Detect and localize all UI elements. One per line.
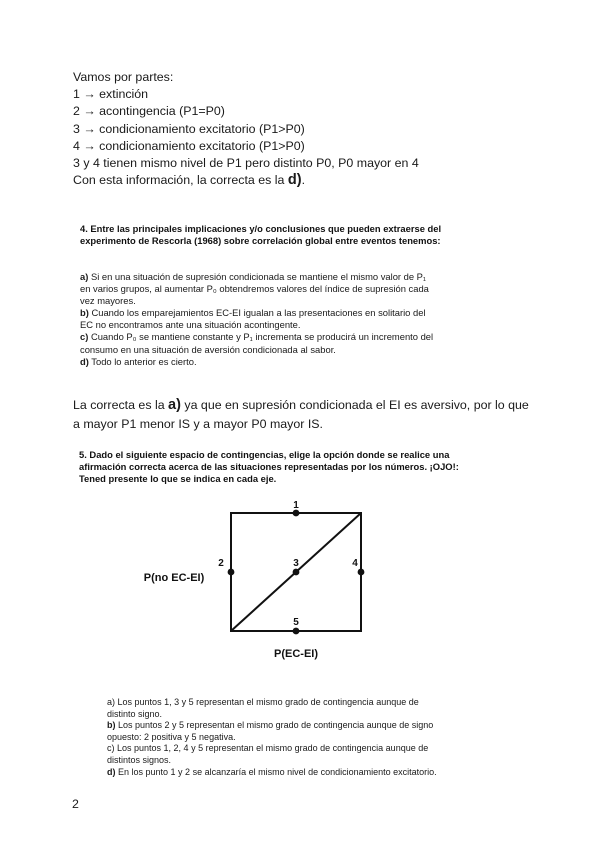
option-line: distintos signos. bbox=[107, 754, 172, 765]
contingency-space-diagram bbox=[120, 495, 380, 665]
point-2-label: 2 bbox=[218, 558, 224, 569]
option-line: a) Si en una situación de supresión condicionada se mantiene el mismo valor de P₁ bbox=[80, 271, 427, 282]
option-line: d) En los punto 1 y 2 se alcanzaría el mismo nivel de condicionamiento excitatorio. bbox=[107, 766, 437, 777]
answer-letter: d) bbox=[287, 172, 302, 189]
question-4-options bbox=[80, 271, 433, 368]
y-axis-label: P(no EC-EI) bbox=[143, 572, 205, 584]
page-number: 2 bbox=[72, 797, 79, 811]
question-5-options bbox=[107, 697, 437, 778]
x-axis-label: P(EC-EI) bbox=[274, 648, 318, 660]
intro-line: 1 → extinción bbox=[73, 87, 149, 102]
question-5-title: 5. Dado el siguiente espacio de contingencias, elige la opción donde se realice una afirmación correcta acerca de las situaciones representadas por los números. ¡OJO!: Tened presente lo que se indica en cada eje. bbox=[79, 449, 459, 485]
option-line: d) Todo lo anterior es cierto. bbox=[80, 355, 197, 367]
option-line: b) Cuando los emparejamientos EC-EI igualan a las presentaciones en solitario del bbox=[80, 307, 426, 319]
option-line: a) Los puntos 1, 3 y 5 representan el mismo grado de contingencia aunque de bbox=[107, 697, 419, 707]
intro-line: 4 → condicionamiento excitatorio (P1>P0) bbox=[73, 138, 305, 153]
intro-line: 3 → condicionamiento excitatorio (P1>P0) bbox=[73, 121, 305, 136]
question-4-title: 4. Entre las principales implicaciones y/o conclusiones que pueden extraerse del experimento de Rescorla (1968) sobre correlación global entre eventos tenemos: bbox=[80, 223, 442, 247]
option-line: distinto signo. bbox=[107, 708, 163, 719]
option-line: EC no encontramos ante una situación acontingente. bbox=[80, 319, 301, 331]
point-2-dot bbox=[228, 569, 235, 576]
point-3-label: 3 bbox=[293, 558, 299, 569]
intro-line: Vamos por partes: bbox=[73, 70, 174, 84]
point-5-label: 5 bbox=[293, 617, 299, 628]
option-line: vez mayores. bbox=[80, 295, 136, 307]
intro-text bbox=[73, 69, 419, 189]
point-4-dot bbox=[358, 569, 365, 576]
point-1-label: 1 bbox=[293, 500, 299, 511]
option-line: opuesto: 2 positiva y 5 negativa. bbox=[107, 731, 236, 742]
option-line: consumo en una situación de aversión condicionada al sabor. bbox=[80, 343, 336, 355]
option-line: en varios grupos, al aumentar P₀ obtendremos valores del índice de supresión cada bbox=[80, 283, 429, 295]
answer-letter: a) bbox=[168, 397, 181, 413]
option-line: b) Los puntos 2 y 5 representan el mismo grado de contingencia aunque de signo bbox=[107, 720, 434, 731]
intro-line: 3 y 4 tienen mismo nivel de P1 pero distinto P0, P0 mayor en 4 bbox=[73, 156, 419, 171]
answer-4: La correcta es la a) ya que en supresión condicionada el EI es aversivo, por lo que a mayor P1 menor IS y a mayor P0 mayor IS. bbox=[73, 397, 529, 431]
intro-conclusion: Con esta información, la correcta es la d). bbox=[73, 172, 306, 189]
option-line: c) Cuando P₀ se mantiene constante y P₁ incrementa se producirá un incremento del bbox=[80, 331, 434, 343]
point-3-dot bbox=[293, 569, 300, 576]
point-5-dot bbox=[293, 628, 300, 635]
option-line: c) Los puntos 1, 2, 4 y 5 representan el mismo grado de contingencia aunque de bbox=[107, 743, 429, 754]
intro-line: 2 → acontingencia (P1=P0) bbox=[73, 104, 225, 119]
point-4-label: 4 bbox=[352, 558, 358, 569]
